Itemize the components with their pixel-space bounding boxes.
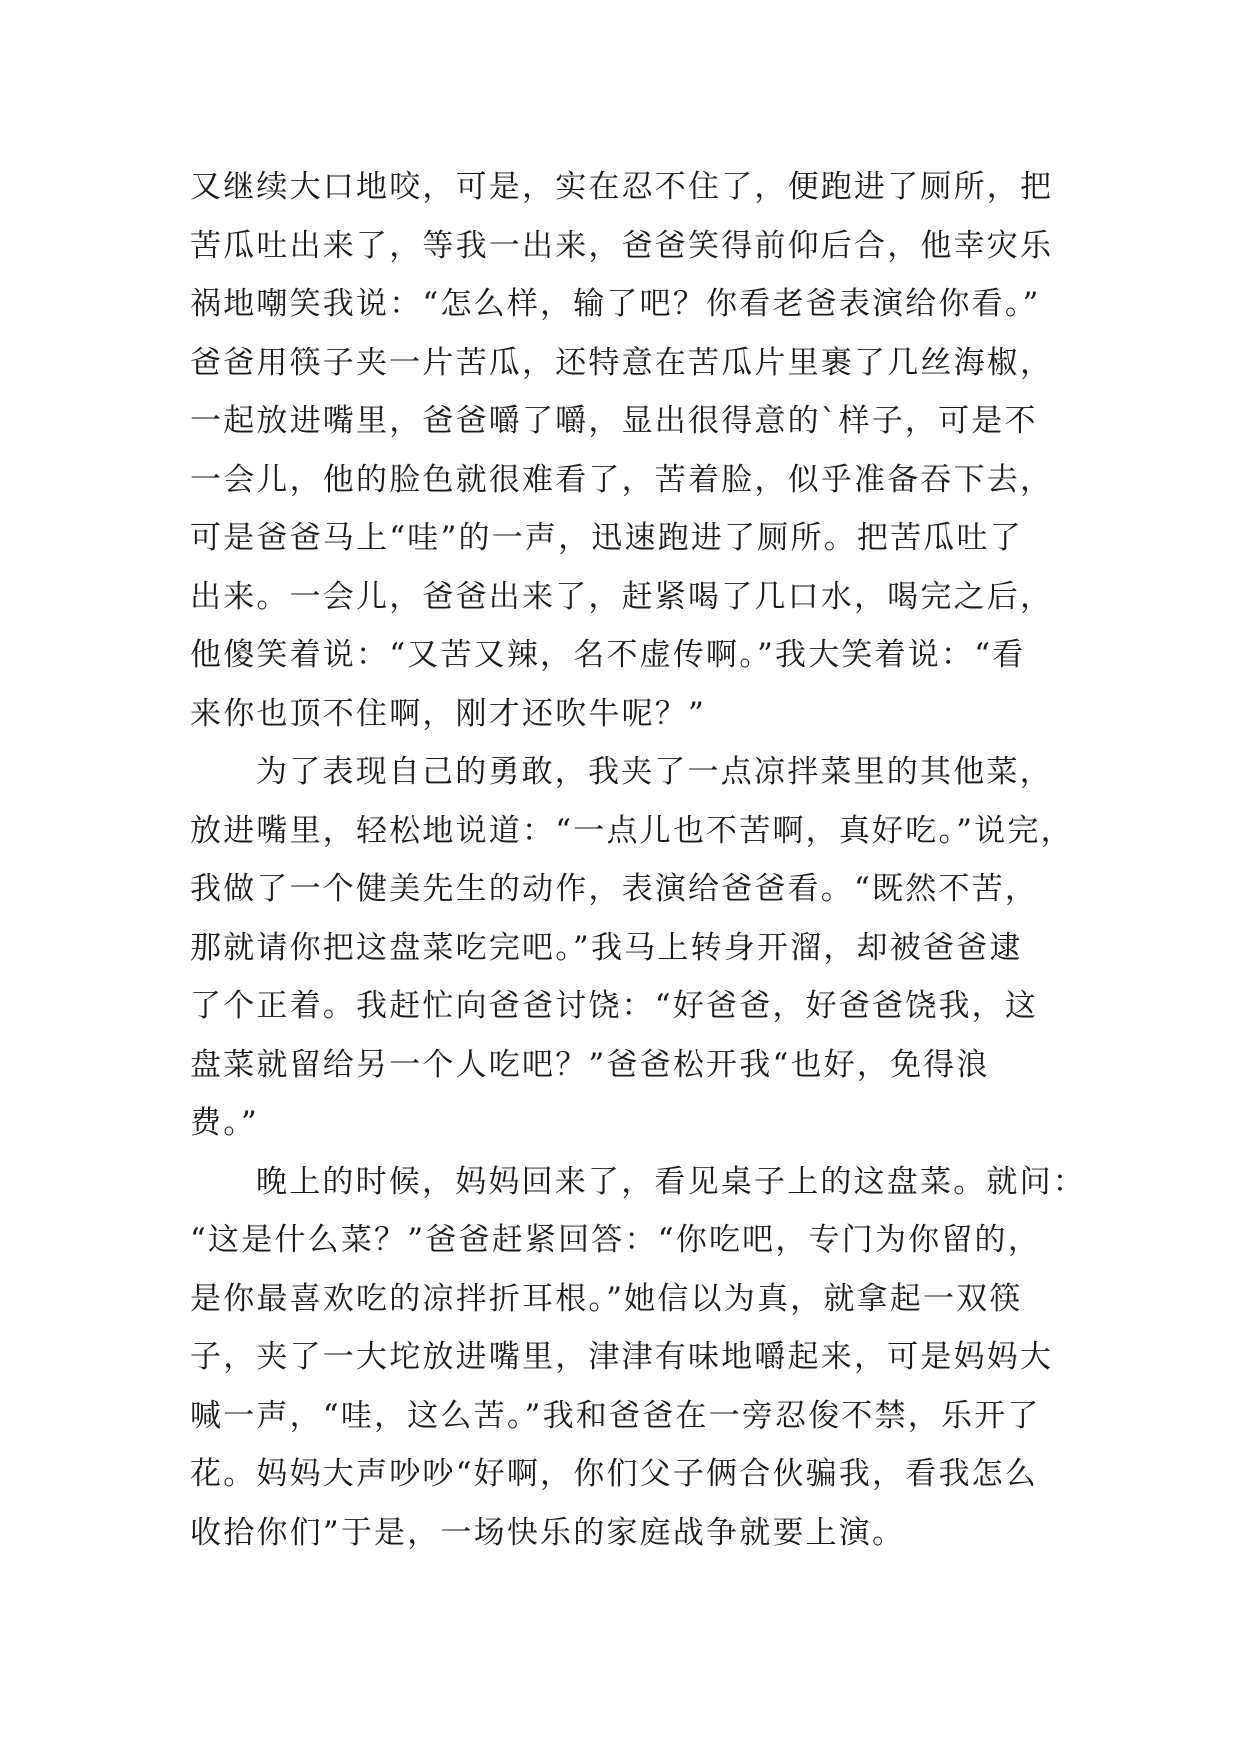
text-line: 他傻笑着说：“又苦又辣，名不虚传啊。”我大笑着说：“看 [190, 637, 1026, 673]
text-line: 收拾你们”于是，一场快乐的家庭战争就要上演。 [190, 1514, 906, 1551]
text-line: 我做了一个健美先生的动作，表演给爸爸看。“既然不苦， [190, 871, 1039, 907]
text-line: 费。” [190, 1105, 259, 1141]
text-line: 花。妈妈大声吵吵“好啊，你们父子俩合伙骗我，看我怎么 [190, 1456, 1039, 1492]
text-line: 一起放进嘴里，爸爸嚼了嚼，显出很得意的`样子，可是不 [190, 403, 1038, 439]
text-line: 苦瓜吐出来了，等我一出来，爸爸笑得前仰后合，他幸灾乐 [190, 227, 1054, 264]
text-line: 可是爸爸马上“哇”的一声，迅速跑进了厕所。把苦瓜吐了 [190, 520, 1023, 556]
text-line: 出来。一会儿，爸爸出来了，赶紧喝了几口水，喝完之后， [190, 578, 1054, 615]
text-line: 那就请你把这盘菜吃完吧。”我马上转身开溜，却被爸爸逮 [190, 929, 1023, 966]
paragraph-first-line: 为了表现自己的勇敢，我夹了一点凉拌菜里的其他菜， [256, 754, 1053, 790]
text-line: 是你最喜欢吃的凉拌折耳根。”她信以为真，就拿起一双筷 [190, 1280, 1023, 1317]
text-line: 祸地嘲笑我说：“怎么样，输了吧？你看老爸表演给你看。” [190, 286, 1041, 322]
text-line: 盘菜就留给另一个人吃吧？”爸爸松开我“也好，免得浪 [190, 1046, 990, 1083]
text-line: 子，夹了一大坨放进嘴里，津津有味地嚼起来，可是妈妈大 [190, 1339, 1054, 1375]
text-line: 喊一声，“哇，这么苦。”我和爸爸在一旁忍俊不禁，乐开了 [190, 1397, 1041, 1434]
text-line: 了个正着。我赶忙向爸爸讨饶：“好爸爸，好爸爸饶我，这 [190, 988, 1039, 1024]
text-line: 又继续大口地咬，可是，实在忍不住了，便跑进了厕所，把 [190, 169, 1054, 205]
text-line: 来你也顶不住啊，刚才还吹牛呢？” [190, 695, 707, 732]
text-line: 爸爸用筷子夹一片苦瓜，还特意在苦瓜片里裹了几丝海椒， [190, 344, 1054, 381]
body-text [190, 158, 1086, 1562]
paragraph-first-line: 晚上的时候，妈妈回来了，看见桌子上的这盘菜。就问： [256, 1163, 1086, 1200]
text-line: 放进嘴里，轻松地说道：“一点儿也不苦啊，真好吃。”说完， [190, 812, 1074, 849]
text-line: “这是什么菜？”爸爸赶紧回答：“你吃吧，专门为你留的， [190, 1222, 1041, 1258]
text-line: 一会儿，他的脸色就很难看了，苦着脸，似乎准备吞下去， [190, 461, 1054, 498]
